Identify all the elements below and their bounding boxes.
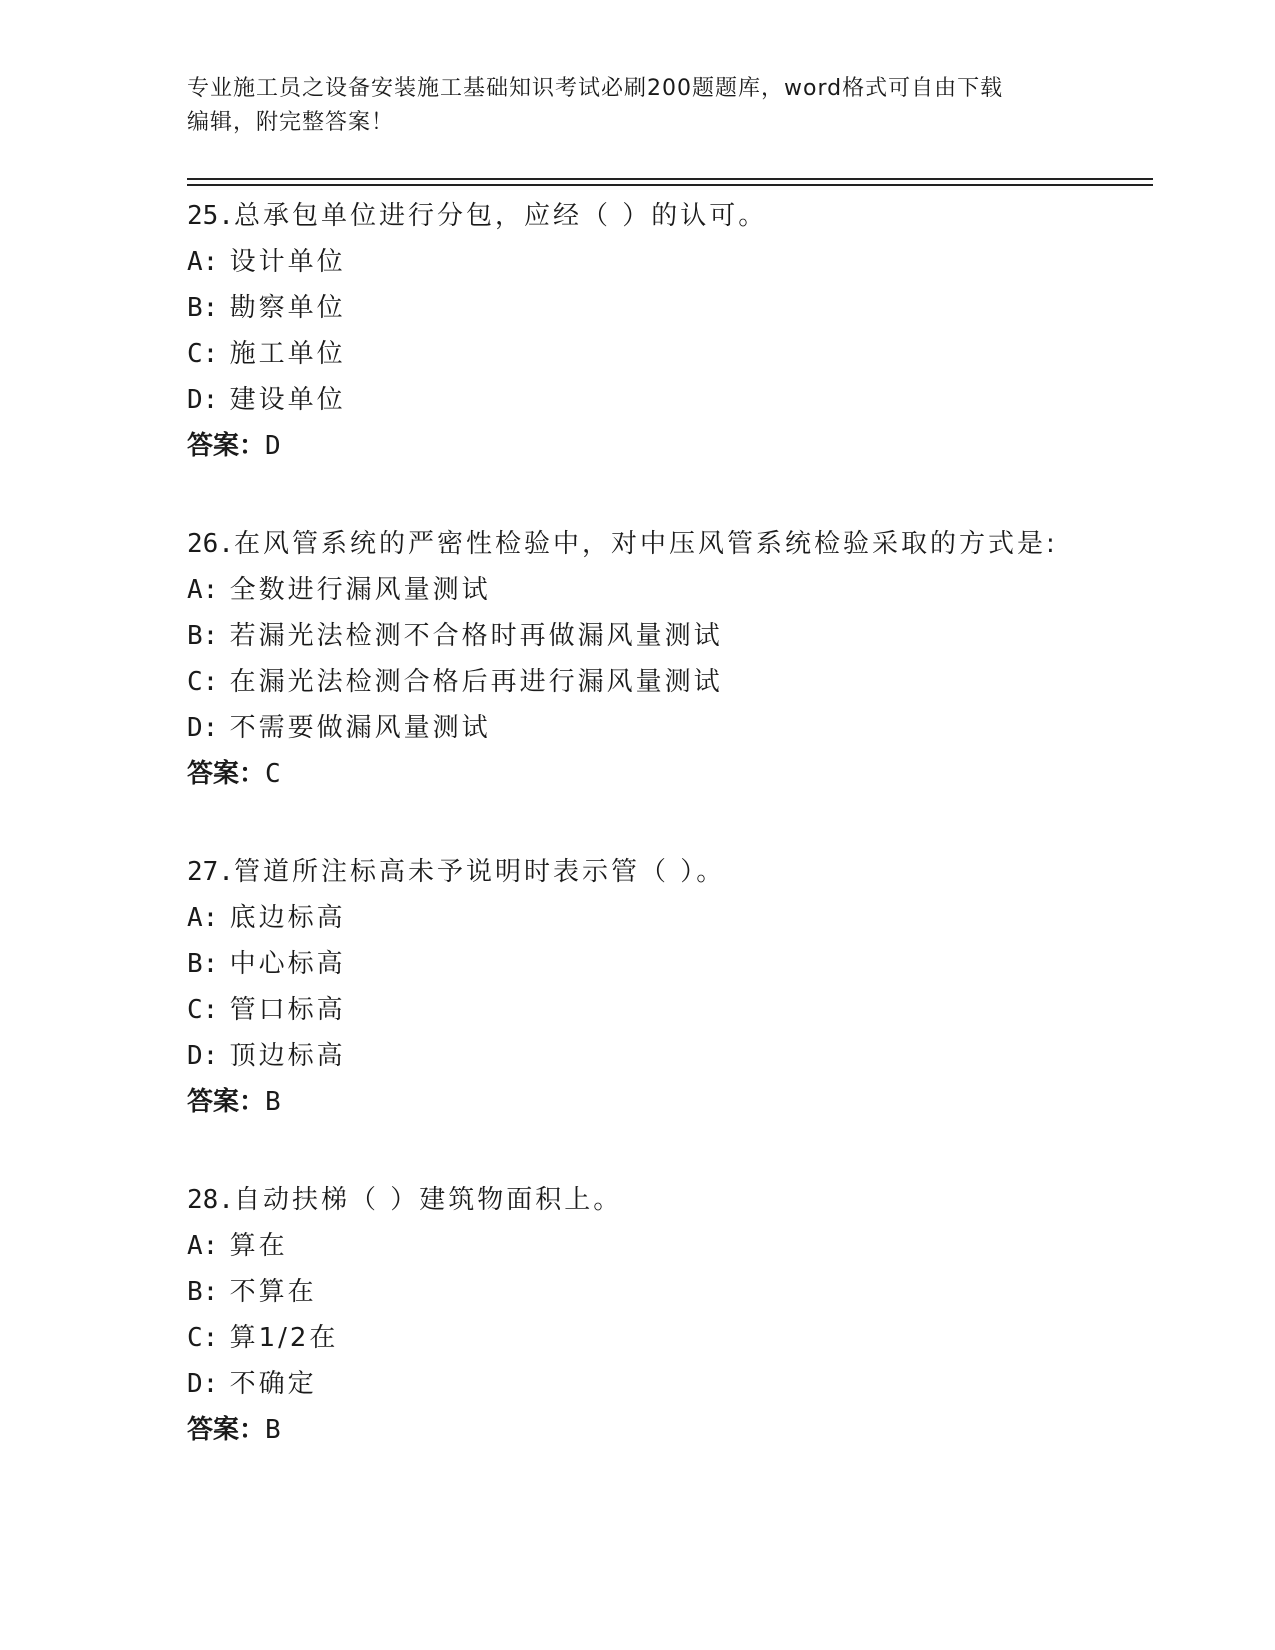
option-a <box>187 567 1147 613</box>
header-line-1: 专业施工员之设备安装施工基础知识考试必刷200题题库，word格式可自由下载 <box>187 76 1004 101</box>
question-stem <box>187 849 1147 895</box>
option-b <box>187 1269 1147 1315</box>
question-text: 在风管系统的严密性检验中，对中压风管系统检验采取的方式是: <box>233 529 1058 559</box>
option-letter: A: <box>187 1231 219 1261</box>
option-text: 若漏光法检测不合格时再做漏风量测试 <box>229 621 723 651</box>
option-text: 算在 <box>229 1231 288 1261</box>
option-d <box>187 377 1147 423</box>
answer <box>187 751 1147 797</box>
option-text: 管口标高 <box>229 995 346 1025</box>
question-text: 自动扶梯（ ）建筑物面积上。 <box>233 1185 623 1215</box>
question-26 <box>187 521 1147 797</box>
document-header <box>187 72 1087 140</box>
option-letter: C: <box>187 995 219 1025</box>
option-text: 中心标高 <box>229 949 346 979</box>
question-number: 27. <box>187 857 234 887</box>
option-c <box>187 987 1147 1033</box>
option-d <box>187 705 1147 751</box>
option-b <box>187 285 1147 331</box>
option-d <box>187 1361 1147 1407</box>
question-number: 25. <box>187 201 234 231</box>
answer <box>187 1079 1147 1125</box>
question-stem <box>187 193 1147 239</box>
answer-value: B <box>265 1087 281 1117</box>
answer-label: 答案： <box>187 1087 266 1117</box>
option-letter: C: <box>187 339 219 369</box>
answer-value: B <box>265 1415 281 1445</box>
answer-value: C <box>265 759 281 789</box>
option-letter: D: <box>187 713 219 743</box>
question-25 <box>187 193 1147 469</box>
option-letter: B: <box>187 621 219 651</box>
option-text: 不需要做漏风量测试 <box>229 713 491 743</box>
option-c <box>187 331 1147 377</box>
question-number: 26. <box>187 529 234 559</box>
option-letter: D: <box>187 1369 219 1399</box>
option-letter: A: <box>187 575 219 605</box>
header-divider-top <box>187 178 1153 180</box>
option-letter: A: <box>187 247 219 277</box>
option-text: 设计单位 <box>229 247 346 277</box>
answer-value: D <box>265 431 281 461</box>
option-letter: A: <box>187 903 219 933</box>
question-27 <box>187 849 1147 1125</box>
question-list <box>187 193 1147 1505</box>
header-line-2: 编辑，附完整答案！ <box>187 110 395 135</box>
option-letter: D: <box>187 1041 219 1071</box>
option-letter: B: <box>187 293 219 323</box>
option-text: 施工单位 <box>229 339 346 369</box>
option-text: 勘察单位 <box>229 293 346 323</box>
option-text: 顶边标高 <box>229 1041 346 1071</box>
option-text: 全数进行漏风量测试 <box>229 575 491 605</box>
question-text: 总承包单位进行分包，应经（ ）的认可。 <box>233 201 768 231</box>
option-a <box>187 895 1147 941</box>
option-d <box>187 1033 1147 1079</box>
option-a <box>187 1223 1147 1269</box>
answer <box>187 1407 1147 1453</box>
option-c <box>187 659 1147 705</box>
option-text: 不确定 <box>229 1369 317 1399</box>
answer-label: 答案： <box>187 1415 266 1445</box>
option-letter: B: <box>187 1277 219 1307</box>
answer-label: 答案： <box>187 759 266 789</box>
option-text: 建设单位 <box>229 385 346 415</box>
option-letter: D: <box>187 385 219 415</box>
option-a <box>187 239 1147 285</box>
option-text: 算1/2在 <box>229 1323 339 1353</box>
answer-label: 答案： <box>187 431 266 461</box>
option-letter: C: <box>187 1323 219 1353</box>
option-letter: B: <box>187 949 219 979</box>
option-text: 在漏光法检测合格后再进行漏风量测试 <box>229 667 723 697</box>
answer <box>187 423 1147 469</box>
option-letter: C: <box>187 667 219 697</box>
option-text: 不算在 <box>229 1277 317 1307</box>
question-stem <box>187 521 1147 567</box>
option-b <box>187 613 1147 659</box>
question-stem <box>187 1177 1147 1223</box>
question-text: 管道所注标高未予说明时表示管（ ）。 <box>233 857 726 887</box>
option-c <box>187 1315 1147 1361</box>
header-divider-bottom <box>187 184 1153 186</box>
option-b <box>187 941 1147 987</box>
question-number: 28. <box>187 1185 234 1215</box>
question-28 <box>187 1177 1147 1453</box>
option-text: 底边标高 <box>229 903 346 933</box>
